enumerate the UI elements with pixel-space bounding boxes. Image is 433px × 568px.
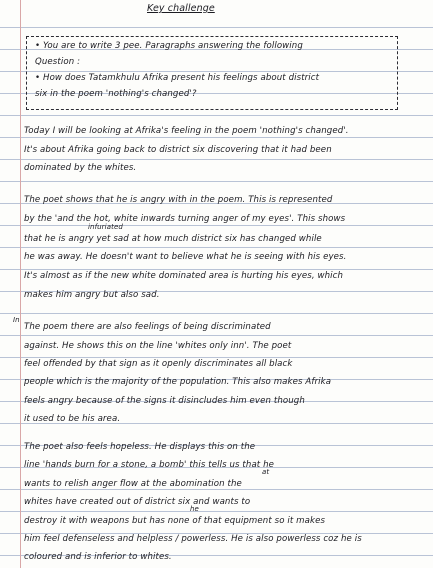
text-line: against. He shows this on the line 'whites only inn'. The poet — [24, 341, 292, 351]
text-line: feels angry because of the signs it disincludes him even though — [24, 396, 305, 406]
task-line: six in the poem 'nothing's changed'? — [35, 89, 197, 99]
text-line: line 'hands burn for a stone, a bomb' this tells us that he — [24, 460, 275, 470]
text-line: coloured and is inferior to whites. — [24, 552, 172, 562]
paragraph-mark: In — [13, 316, 20, 324]
text-line: people which is the majority of the population. This also makes Afrika — [24, 377, 332, 387]
task-line: Question : — [35, 57, 81, 67]
page-title: Key challenge — [147, 3, 215, 14]
text-line: makes him angry but also sad. — [24, 290, 160, 300]
text-line: him feel defenseless and helpless / powerless. He is also powerless coz he is — [24, 534, 362, 544]
task-box — [26, 36, 398, 110]
text-line: dominated by the whites. — [24, 163, 137, 173]
text-line: it used to be his area. — [24, 414, 121, 424]
text-line: It's almost as if the new white dominated area is hurting his eyes, which — [24, 271, 344, 281]
text-line: Today I will be looking at Afrika's feeling in the poem 'nothing's changed'. — [24, 126, 349, 136]
text-line: by the 'and the hot, white inwards turning anger of my eyes'. This shows — [24, 214, 346, 224]
text-line: It's about Afrika going back to district six discovering that it had been — [24, 145, 332, 155]
text-line: he was away. He doesn't want to believe what he is seeing with his eyes. — [24, 252, 347, 262]
inserted-word: he — [190, 505, 199, 513]
text-line: The poet shows that he is angry with in the poem. This is represented — [24, 195, 333, 205]
text-line: destroy it with weapons but has none of that equipment so it makes — [24, 516, 326, 526]
text-line: The poet also feels hopeless. He displays this on the — [24, 442, 256, 452]
text-line: that he is angry yet sad at how much district six has changed while — [24, 234, 322, 244]
task-line: • You are to write 3 pee. Paragraphs answering the following — [35, 41, 303, 51]
text-line: wants to relish anger flow at the abomination the — [24, 479, 242, 489]
text-line: feel offended by that sign as it openly discriminates all black — [24, 359, 293, 369]
task-line: • How does Tatamkhulu Afrika present his feelings about district — [35, 73, 320, 83]
text-line: whites have created out of district six and wants to — [24, 497, 251, 507]
text-line: The poem there are also feelings of being discriminated — [24, 322, 271, 332]
inserted-word: at — [262, 468, 270, 476]
margin-line — [20, 0, 21, 568]
inserted-word: infuriated — [88, 223, 123, 231]
